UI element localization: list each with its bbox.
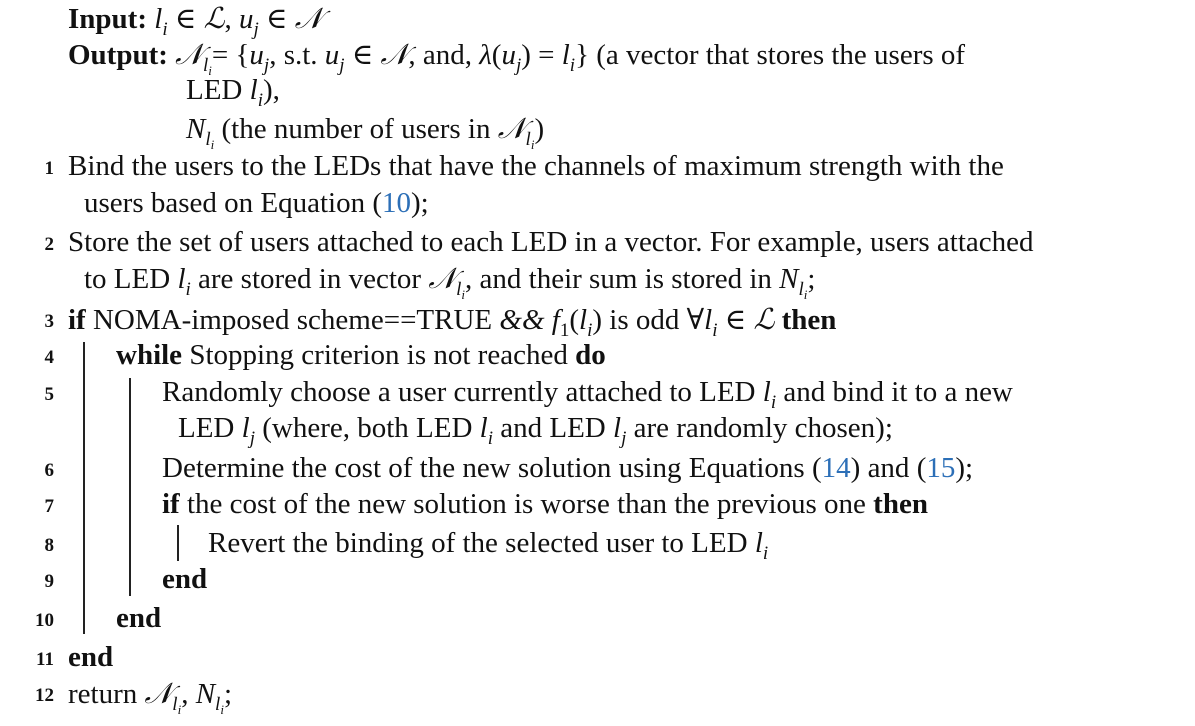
- step-8-text: Revert the binding of the selected user to LED: [208, 527, 748, 559]
- step-2-cont: to LED $l_i$ are stored in vector 𝒩$_{l_i}$, and their sum is stored in $N_{l_i}$;: [84, 261, 816, 302]
- keyword-if-inner: if: [162, 488, 180, 520]
- line-number-11: 11: [36, 649, 54, 670]
- step-5-cont: LED $l_j$ (where, both LED $l_i$ and LED $l_j$ are randomly chosen);: [178, 412, 893, 449]
- step-1-text-cont: users based on Equation: [84, 187, 366, 219]
- step-7: [162, 488, 928, 520]
- equation-10-link[interactable]: 10: [382, 187, 412, 219]
- step-12: return 𝒩$_{l_i}$, $N_{l_i}$;: [68, 676, 233, 717]
- step-11: [68, 641, 113, 673]
- step-5-text-b: and bind it to a new: [783, 376, 1013, 408]
- step-5-text-d: (where, both LED: [262, 412, 473, 444]
- step-1-text: Bind the users to the LEDs that have the channels of maximum strength with the: [68, 150, 1004, 182]
- step-7-text: the cost of the new solution is worse than the previous one: [186, 488, 866, 520]
- keyword-end-while: end: [116, 602, 162, 634]
- step-3: if NOMA-imposed scheme==TRUE && $f_1(l_i)$ is odd $\forall l_i$ ∈ ℒ then: [68, 302, 837, 341]
- keyword-while: while: [116, 339, 183, 371]
- keyword-do: do: [575, 339, 606, 371]
- step-4-text: Stopping criterion is not reached: [189, 339, 568, 371]
- equation-14-link[interactable]: 14: [821, 452, 851, 484]
- keyword-then: then: [781, 304, 837, 336]
- step-12-text: return: [68, 678, 138, 710]
- step-2-text-c: are stored in vector: [198, 263, 422, 295]
- step-6-and: and: [867, 452, 910, 484]
- output-comment-b: LED: [186, 74, 243, 106]
- keyword-if: if: [68, 304, 86, 336]
- step-1: [68, 150, 1004, 182]
- step-2: [68, 226, 1034, 258]
- output-comment-a: (a vector that stores the users of: [596, 39, 966, 71]
- output-count-line: $N_{l_i}$ (the number of users in 𝒩$_{l_i}$): [186, 111, 545, 152]
- line-number-1: 1: [44, 158, 54, 179]
- step-2-text-d: , and their sum is stored in: [465, 263, 772, 295]
- step-6: Determine the cost of the new solution using Equations (14) and (15);: [162, 452, 974, 484]
- step-5-text-c: LED: [178, 412, 235, 444]
- line-number-4: 4: [44, 347, 54, 368]
- output-label: Output:: [68, 39, 168, 71]
- if-block-bar: [83, 342, 85, 634]
- step-3-text: NOMA-imposed scheme==TRUE: [92, 304, 493, 336]
- keyword-end-outer: end: [68, 641, 114, 673]
- line-number-9: 9: [44, 571, 54, 592]
- line-number-2: 2: [44, 234, 54, 255]
- line-number-10: 10: [35, 610, 54, 631]
- step-3-odd: is odd: [609, 304, 680, 336]
- equation-15-link[interactable]: 15: [926, 452, 956, 484]
- step-4: [116, 339, 606, 371]
- line-number-8: 8: [44, 535, 54, 556]
- input-label: Input:: [68, 3, 147, 35]
- step-5-text-a: Randomly choose a user currently attached to LED: [162, 376, 756, 408]
- step-5: Randomly choose a user currently attached to LED $l_i$ and bind it to a new: [162, 376, 1013, 413]
- step-2-text: Store the set of users attached to each LED in a vector. For example, users attached: [68, 226, 1034, 258]
- step-3-and: &&: [499, 304, 545, 336]
- line-number-7: 7: [44, 496, 54, 517]
- line-number-3: 3: [44, 311, 54, 332]
- output-line-cont: LED $l_i$),: [186, 74, 280, 111]
- input-line: Input: $l_i$ ∈ ℒ, $u_j$ ∈ 𝒩: [68, 1, 323, 40]
- output-count-comment: (the number of users in: [221, 113, 491, 145]
- step-8: Revert the binding of the selected user to LED $l_i$: [208, 527, 769, 564]
- inner-if-block-bar: [177, 525, 179, 561]
- line-number-12: 12: [35, 685, 54, 706]
- keyword-then-inner: then: [873, 488, 928, 520]
- step-5-text-e: and LED: [500, 412, 606, 444]
- line-number-6: 6: [44, 460, 54, 481]
- step-2-text-b: to LED: [84, 263, 171, 295]
- line-number-5: 5: [44, 384, 54, 405]
- step-6-text: Determine the cost of the new solution using Equations: [162, 452, 805, 484]
- while-block-bar: [129, 378, 131, 596]
- step-9: [162, 563, 207, 595]
- output-line: Output: 𝒩$_{l_i}$= {$u_j$, s.t. $u_j$ ∈ 𝒩, and, $\lambda(u_j) = l_i$} (a vector that stores the users of: [68, 37, 966, 78]
- step-10: [116, 602, 161, 634]
- keyword-end-if: end: [162, 563, 208, 595]
- step-1-cont: users based on Equation (10);: [84, 187, 429, 219]
- step-5-text-f: are randomly chosen);: [633, 412, 893, 444]
